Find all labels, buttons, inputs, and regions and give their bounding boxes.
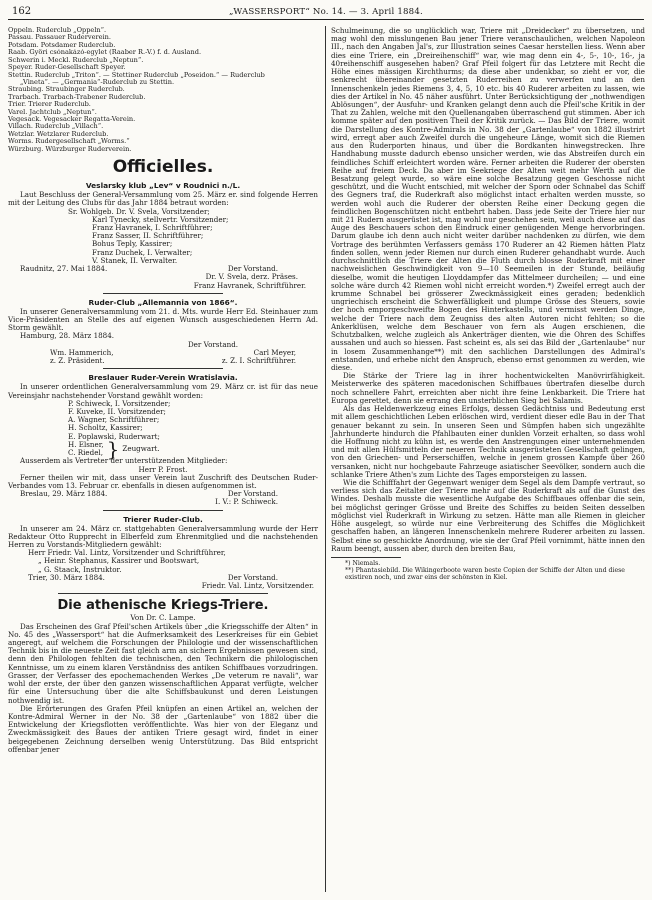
club-entry: Vegesack. Vegesacker Regatta-Verein. (8, 116, 136, 124)
club-entry: Schwerin i. Meckl. Ruderclub „Neptun“. (8, 56, 144, 64)
brace-icon: } (106, 437, 120, 462)
notice-note: Ausserdem als Vertreter der unterstützenden Mitglieder: (20, 456, 228, 466)
signature-role: z. Z. Präsident. (50, 356, 105, 366)
notice-title: Trierer Ruder-Club. (123, 514, 203, 524)
place-date: Raudnitz, 27. Mai 1884. (20, 264, 108, 274)
signature-name: Wm. Hammerich, (50, 347, 114, 357)
member-line: Herr Friedr. Val. Lintz, Vorsitzender und Schriftführer, (28, 548, 226, 558)
board-label: Der Vorstand. (227, 572, 278, 582)
separator-rule (103, 510, 223, 511)
club-entry: Straubing. Straubinger Ruderclub. (8, 86, 125, 94)
notice-allemannia (8, 298, 318, 366)
signature: Friedr. Val. Lintz, Vorsitzender. (201, 581, 314, 591)
signature-role: z. Z. I. Schriftführer. (221, 356, 296, 366)
member-line: Karl Tynecky, stellvertr. Vorsitzender; (92, 214, 229, 224)
club-entry: Stettin. Ruderclub „Triton“. — Stettiner Ruderclub „Poseidon.“ — Ruderclub (8, 71, 265, 79)
page-number: 162 (12, 6, 32, 17)
running-header (8, 4, 644, 18)
club-entry: Potsdam. Potsdamer Ruderclub. (8, 41, 116, 49)
club-entry: Würzburg. Würzburger Ruderverein. (8, 145, 132, 153)
notice-text: Ferner theilen wir mit, dass unser Verein laut Zuschrift des Deutschen Ruder-Verbandes vom 13. Februar cr. ebenfalls in diesen aufgenommen ist. (8, 472, 318, 490)
signature-name: Carl Meyer, (253, 347, 296, 357)
club-entry: Speyer. Ruder-Gesellschaft Speyer. (8, 64, 126, 72)
notice-lev (8, 181, 318, 290)
right-column (331, 27, 645, 581)
club-entry: „Vineta“. — „Germania“-Ruderclub zu Stettin. (20, 78, 175, 86)
club-entry: Passau. Passauer Ruderverein. (8, 34, 111, 42)
footnote-rule (331, 557, 401, 558)
article-author: Von Dr. C. Lampe. (130, 613, 196, 623)
separator-rule (103, 368, 223, 369)
place-date: Breslau, 29. März 1884. (20, 489, 108, 499)
notice-title: Veslarsky klub „Lev“ v Roudnici n./L. (85, 181, 241, 191)
board-label: Der Vorstand. (187, 339, 239, 349)
signature: Dr. V. Svela, derz. Präses. (205, 272, 298, 282)
member-line: Franz Havranek, I. Schriftführer; (92, 223, 213, 233)
separator-rule (58, 593, 268, 594)
article-start (8, 598, 318, 754)
notice-note-name: Herr P. Frost. (138, 464, 188, 474)
notice-wratislavia (8, 373, 318, 506)
left-column (8, 27, 318, 754)
member-line: Sr. Wohlgeb. Dr. V. Svela, Vorsitzender; (68, 206, 210, 216)
club-entry: Trier. Trierer Ruderclub. (8, 101, 91, 109)
club-entry: Wetzlar. Wetzlarer Ruderclub. (8, 130, 109, 138)
footnote: **) Phantasiebild. Die Wikingerboote waren beste Copien der Schiffe der Alten und diese existiren noch, und zwar eins der schönsten in Kiel. (345, 567, 625, 581)
member-line: H. Scholtz, Kassirer; (68, 423, 143, 433)
article-title: Die athenische Kriegs-Triere. (57, 598, 269, 614)
article-paragraph: Als das Heldenwerkzeug eines Erfolgs, dessen Gedächtniss und Bedeutung erst mit allem geschichtlichen Leben erlöschen wird, verdient dieser edle Bau in der That genauer bekannt zu sein. In unseren Seen und Sümpfen haben sich ungezählte Jahrhunderte hindurch die Pfahlbauten einer dunklen Vorzeit erhalten, so dass wohl die Hoffnung nicht zu kühn ist, es werde den Anstrengungen einer unternehmenden und mit allen Hülfsmitteln der neueren Technik ausgerüsteten Gesellschaft gelingen, von den Griechen- und Perserschiffen, welche in jenem grossen Kampfe über 260 versanken, nicht nur hochgebaute Fahrzeuge asiatischer Seevölker, sondern auch die schlanke Triere Athen's zum Lichte des Tages emporsteigen zu lassen. (331, 404, 645, 479)
member-line: Bohus Teply, Kassirer; (92, 239, 173, 249)
section-title: Officielles. (112, 157, 214, 178)
club-entry: Oppeln. Ruderclub „Oppeln“. (8, 27, 107, 34)
notice-title: Breslauer Ruder-Verein Wratislavia. (88, 373, 238, 383)
club-entry: Villach. Ruderclub „Villach“. (8, 123, 104, 131)
notice-trierer (8, 515, 318, 591)
notice-text: In unserer am 24. März cr. stattgehabten Generalversammlung wurde der Herr Redakteur Otto Rupprecht in Elberfeld zum Ehrenmitglied und die nachstehenden Herren zu Vorstands-Mitgliedern gewählt: (8, 523, 318, 550)
notice-text: In unserer Generalversammlung vom 21. d. Mts. wurde Herr Ed. Steinhauer zum Vice-Präsidenten an Stelle des auf eigenen Wunsch ausgeschiedenen Herrn Ad. Storm gewählt. (8, 306, 318, 333)
notice-text: Laut Beschluss der General-Versammlung vom 25. März er. sind folgende Herren mit der Leitung des Clubs für das Jahr 1884 betraut worden: (8, 190, 318, 208)
notice-title: Ruder-Club „Allemannia von 1866“. (88, 297, 238, 307)
member-line: „ Heinr. Stephanus, Kassirer und Bootswart, (38, 556, 200, 566)
article-paragraph: Schulmeinung, die so unglücklich war, Triere mit „Dreidecker“ zu übersetzen, und mag wohl den misslungenen Bau jener Triere veranschaulichen, welchen Napoleon III., nach den Angaben Jal's, zur Illustration seines Caesar herstellen liess. Wenn aber dies eine Triere, ein „Dreireihenschiff“ war, wie mag denn ein 4-, 5-, 10-, 16-, ja 40reihenschiff ausgesehen haben? Graf Pfeil folgert für das Letztere mit Recht die Höhe eines mässigen Kirchthurms; da diese aber undenkbar, so zieht er vor, die senkrecht übereinander gesetzten Ruderreihen zu verwerfen und an den Innenschenkeln jedes Riemens 3, 4, 5, 10 etc. bis 40 Ruderer arbeiten zu lassen, wie dies der Artikel in No. 45 näher ausführt. Unter Berücksichtigung der „nothwendigen Ablösungen“, der Ausfuhr- und Kranken gelangt denn auch die Pfeil'sche Kritik in der That zu Zahlen, welche mit den Quellenangaben überraschend gut stimmen. Aber ich komme später auf den positiven Theil der Kritik zurück. — Das Bild der Triere, womit die Darstellung des Kontre-Admirals in No. 38 der „Gartenlaube“ von 1882 illustrirt wird, erregt aber auch Zweifel durch die ungeheure Länge, womit sich die Riemen aus den Ruderporten hinaus, und über die Bordkanten hinwegstrecken. Ihre Handhabung musste dadurch ebenso unsicher werden, wie das Abstreifen durch ein feindliches Schiff erleichtert worden wäre. Ferner arbeiten die Ruderer der obersten Reihe auf freiem Deck. Da aber im Seekriege der Alten weit mehr Werth auf die Besatzung gelegt wurde, so wäre eine solche Besatzung gegen Geschosse nicht geschützt, und die Wucht entschied, mit welcher der Sporn oder Schnabel das Schiff des Gegners traf, die Ruderkraft also möglichst intact erhalten werden musste, so werden wohl auch die Ruderer der obersten Reihe einer Deckung gegen die feindlichen Bogenschützen nicht entbehrt haben. Dass jede Seite der Triere hier nur mit 21 Rudern ausgerüstet ist, mag wohl nur geschehen sein, weil auch diese auf das Auge des Beschauers schon den Eindruck einer genügenden Menge hervorbringen. Darum glaube ich denn auch nicht weiter darüber nachdenken zu dürfen, wie dem Vortrage des berühmten Verfassers gemäss 170 Ruderer an 42 Riemen hätten Platz finden sollen, wenn jeder Riemen nur durch einen Ruderer gehandhabt wurde. Auch durchschnittlich die Triere der Alten die Fluth durch blosse Ruderkraft mit einer nachweislichen Geschwindigkeit von 9—10 Seemeilen in der Stunde, beiläufig dieselbe, womit die heutigen Lloyddampfer das Mittelmeer durcheilen; — und eine solche wäre durch 42 Riemen wohl nicht erreicht worden.*) Zweifel erregt auch der krumme Schnabel bei grösserer Zweckmässigkeit eines geraden; bedenklich ungriechisch erscheint die Schwerfälligkeit und plumpe Grösse des Steuers, sowie der hoch emporgeschweifte Bogen des Hinterkastells, und vermisst werden Dinge, welche der Triere nach dem Zeugniss des alten Autoren nicht fehlten; so die Ankerklüsen, welche dem Beschauer von fern als Augen erschienen, die Schutzbalken, welche zugleich als Ankerträger dienten, wie die Ohren des Schiffes aussahen und auch so hiessen. Fast scheint es, als sei das Bild der „Gartenlaube“ nur in losem Zusammenhange**) mit den sachlichen Darstellungen des Admiral's entstanden, und erhebe nicht den Anspruch, ebenso ernst genommen zu werden, wie diese. (331, 26, 645, 372)
club-entry: Worms. Rudergesellschaft „Worms.“ (8, 138, 130, 146)
member-line: C. Riedel, (68, 448, 103, 458)
header-rule (8, 19, 644, 20)
member-line: „ G. Staack, Instruktor. (38, 564, 122, 574)
brace-label: Zeugwart. (122, 443, 160, 453)
board-label: Der Vorstand. (227, 264, 278, 274)
club-entry: Raab. Györi csónakázó-egylet (Raaber R.-V.) f. d. Ausland. (8, 49, 202, 57)
place-date: Hamburg, 28. März 1884. (20, 331, 115, 341)
signature: I. V.: P. Schiweck. (215, 497, 278, 507)
member-line: E. Poplawski, Ruderwart; (68, 431, 160, 441)
board-label: Der Vorstand. (227, 489, 278, 499)
member-line: A. Wagner, Schriftführer; (68, 415, 160, 425)
article-paragraph: Die Stärke der Triere lag in ihrer hochentwickelten Manövrirfähigkeit. Meisterwerke des späteren macedonischen Schiffbaues übertrafen dieselbe durch noch schnellere Fahrt, erreichten aber nicht ihre feine Lenkbarkeit. Die Triere hat Europa gerettet, denn sie errang den unsterblichen Sieg bei Salamis. (331, 371, 645, 405)
article-paragraph: Wie die Schifffahrt der Gegenwart weniger dem Segel als dem Dampfe vertraut, so verliess sich das Zeitalter der Triere mehr auf die Ruderkraft als auf die Gunst des Windes. Deshalb musste die wesentliche Aufgabe des Schiffbaues offenbar die sein, bei möglichst geringer Grösse und Breite des Schiffes zu beiden Seiten desselben möglichst viel Ruderkraft in Wirkung zu setzen. Hätte man alle Riemen in gleicher Höhe ausgelegt, so würde nur eine Verbreiterung des Schiffes die Möglichkeit geschaffen haben, an längeren Innenschenkeln mehrere Ruderer arbeiten zu lassen. Selbst eine so geschickte Anordnung, wie sie der Graf Pfeil vornimmt, hätte innen den Raum beengt, aussen aber, durch den breiten Bau, (331, 478, 645, 553)
article-paragraph: Die Erörterungen des Grafen Pfeil knüpfen an einen Artikel an, welchen der Kontre-Admiral Werner in der No. 38 der „Gartenlaube“ von 1882 über die Entwickelung der Kriegsflotten veröffentlichte. Was hier von der Eleganz und Zweckmässigkeit des Baues der antiken Triere gesagt wird, findet in einer beigegebenen Zeichnung derselben wenig Unterstützung. Das Bild entspricht offenbar jener (8, 703, 318, 754)
club-list (8, 27, 318, 153)
signature: Franz Havranek, Schriftführer. (193, 280, 306, 290)
member-line: P. Schiweck, I. Vorsitzender; (68, 398, 171, 408)
club-entry: Trarbach. Trarbach-Trabener Ruderclub. (8, 93, 146, 101)
notice-text: In unserer ordentlichen Generalversammlung vom 29. März cr. ist für das neue Vereinsjahr nachstehender Vorstand gewählt worden: (8, 382, 318, 400)
running-title: „WASSERSPORT“ No. 14. — 3. April 1884. (229, 7, 423, 17)
member-line: V. Stanek, II. Verwalter. (92, 255, 178, 265)
column-rule (325, 26, 326, 892)
member-line: Franz Sasser, II. Schriftführer; (92, 231, 204, 241)
footnote: *) Niemals. (345, 560, 381, 567)
member-line: F. Kuveke, II. Vorsitzender; (68, 406, 166, 416)
separator-rule (103, 293, 223, 294)
member-line: Franz Duchek, I. Verwalter; (92, 247, 193, 257)
member-line: H. Elsner, (68, 439, 104, 449)
article-paragraph: Das Erscheinen des Graf Pfeil'schen Artikels über „die Kriegsschiffe der Alten“ in No. 45 des „Wassersport“ hat die Aufmerksamkeit des Leserkreises für ein Gebiet angeregt, auf welchem die Forschungen der Philologie und der wissenschaftlichen Technik bis in die neueste Zeit fast gleich arm an sichern Ergebnissen gewesen sind, denn den Philologen fehlten die technischen, den Technikern die philologischen Kenntnisse, um zu einem klaren Verständniss des antiken Schiffbaues vorzudringen. Grasser, der Verfasser des epochemachenden Werkes „De veterum re navali“, war wohl der erste, der über den ganzen wissenschaftlichen Apparat verfügte, welcher für eine Untersuchung über die alte Schiffsbaukunst und deren Leistungen nothwendig ist. (8, 621, 318, 705)
club-entry: Varel. Jachtclub „Neptun“. (8, 108, 97, 116)
place-date: Trier, 30. März 1884. (28, 572, 105, 582)
